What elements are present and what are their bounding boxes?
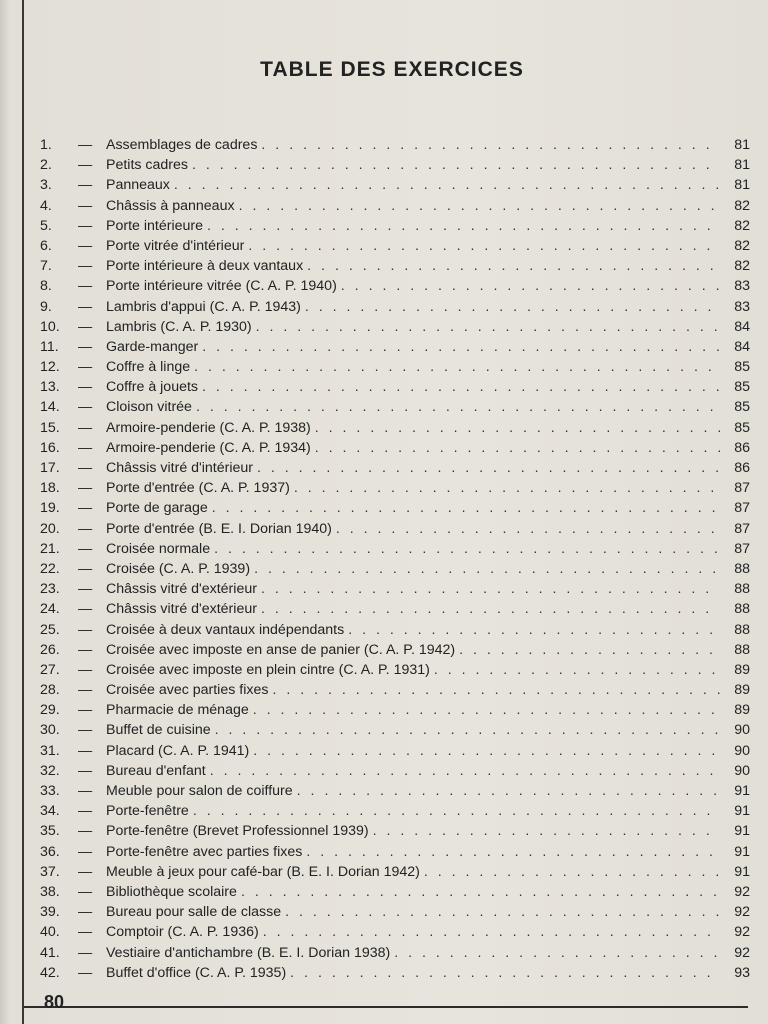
entry-number: 37. (40, 863, 60, 880)
entry-page-number: 84 (734, 338, 750, 355)
dot-leader (336, 519, 720, 539)
entry-dash: — (78, 419, 93, 436)
entry-page-number: 90 (734, 742, 750, 759)
entry-title: Armoire-penderie (C. A. P. 1934) (106, 439, 311, 456)
toc-entry (40, 579, 750, 599)
toc-entry (40, 377, 750, 397)
dot-leader (285, 902, 720, 922)
entry-dash: — (78, 197, 93, 214)
entry-dash: — (78, 682, 93, 699)
entry-title: Porte-fenêtre (Brevet Professionnel 1939) (106, 823, 369, 840)
entry-page-number: 90 (734, 762, 750, 779)
dot-leader (307, 256, 720, 276)
toc-entry (40, 680, 750, 700)
entry-title: Croisée (C. A. P. 1939) (106, 560, 251, 577)
toc-entry (40, 842, 750, 862)
entry-dash: — (78, 581, 93, 598)
entry-title: Châssis vitré d'extérieur (106, 581, 257, 598)
entry-dash: — (78, 742, 93, 759)
entry-dash: — (78, 338, 93, 355)
dot-leader (248, 236, 720, 256)
entry-dash: — (78, 258, 93, 275)
dot-leader (193, 801, 720, 821)
dot-leader (261, 579, 720, 599)
toc-entry (40, 519, 750, 539)
toc-entry (40, 155, 750, 175)
toc-entry (40, 276, 750, 296)
entry-page-number: 90 (734, 722, 750, 739)
toc-entry (40, 297, 750, 317)
entry-number: 7. (40, 258, 52, 275)
toc-entry (40, 761, 750, 781)
entry-number: 10. (40, 318, 60, 335)
entry-dash: — (78, 237, 93, 254)
entry-number: 33. (40, 783, 60, 799)
dot-leader (315, 418, 720, 438)
entry-dash: — (78, 480, 93, 497)
entry-number: 16. (40, 439, 60, 456)
dot-leader (373, 821, 720, 841)
entry-number: 31. (40, 742, 60, 759)
entry-title: Pharmacie de ménage (106, 702, 249, 719)
entry-dash: — (78, 379, 93, 396)
entry-number: 6. (40, 237, 52, 254)
entry-number: 26. (40, 641, 60, 658)
dot-leader (424, 862, 720, 882)
toc-entry (40, 256, 750, 276)
entry-number: 3. (40, 177, 52, 194)
entry-number: 25. (40, 621, 60, 638)
toc-entry (40, 196, 750, 216)
entry-page-number: 83 (734, 278, 750, 295)
entry-title: Coffre à linge (106, 359, 191, 376)
entry-page-number: 85 (734, 379, 750, 396)
toc-entry (40, 700, 750, 720)
entry-title: Bureau pour salle de classe (106, 904, 282, 921)
entry-title: Bureau d'enfant (106, 762, 206, 779)
entry-title: Lambris (C. A. P. 1930) (106, 318, 252, 335)
entry-page-number: 92 (734, 904, 750, 921)
dot-leader (194, 357, 720, 377)
entry-page-number: 83 (734, 298, 750, 315)
toc-entry (40, 620, 750, 640)
entry-page-number: 86 (734, 460, 750, 476)
entry-number: 27. (40, 661, 60, 678)
dot-leader (212, 498, 720, 518)
entry-page-number: 91 (734, 823, 750, 840)
entry-dash: — (78, 439, 93, 456)
entry-number: 29. (40, 702, 60, 719)
entry-title: Lambris d'appui (C. A. P. 1943) (106, 298, 301, 315)
entry-dash: — (78, 298, 93, 315)
page-border-bottom (24, 1006, 748, 1008)
dot-leader (196, 397, 720, 417)
entry-title: Panneaux (106, 177, 170, 194)
entry-number: 20. (40, 520, 60, 537)
entry-page-number: 92 (734, 924, 750, 941)
dot-leader (192, 155, 720, 175)
entry-number: 34. (40, 803, 60, 820)
entry-page-number: 88 (734, 581, 750, 598)
entry-page-number: 91 (734, 843, 750, 860)
toc-entry (40, 741, 750, 761)
dot-leader (315, 438, 720, 458)
entry-number: 41. (40, 944, 60, 961)
entry-dash: — (78, 520, 93, 537)
dot-leader (305, 297, 720, 317)
entry-dash: — (78, 904, 93, 921)
dot-leader (202, 377, 720, 397)
entry-dash: — (78, 500, 93, 517)
entry-dash: — (78, 157, 93, 174)
dot-leader (253, 741, 720, 761)
entry-page-number: 92 (734, 883, 750, 900)
entry-title: Porte-fenêtre (106, 803, 189, 820)
entry-number: 32. (40, 762, 60, 779)
dot-leader (297, 781, 720, 801)
entry-title: Buffet d'office (C. A. P. 1935) (106, 964, 287, 981)
entry-dash: — (78, 762, 93, 779)
toc-entry (40, 963, 750, 983)
entry-page-number: 87 (734, 500, 750, 517)
entry-page-number: 88 (734, 641, 750, 658)
entry-dash: — (78, 641, 93, 658)
entry-page-number: 91 (734, 803, 750, 820)
entry-number: 13. (40, 379, 60, 396)
entry-dash: — (78, 399, 93, 416)
table-of-exercises (40, 135, 750, 983)
toc-entry (40, 599, 750, 619)
entry-dash: — (78, 722, 93, 739)
entry-page-number: 89 (734, 702, 750, 719)
toc-entry (40, 902, 750, 922)
dot-leader (341, 276, 720, 296)
entry-number: 24. (40, 601, 60, 618)
entry-number: 4. (40, 197, 52, 214)
toc-entry (40, 418, 750, 438)
toc-entry (40, 175, 750, 195)
entry-dash: — (78, 863, 93, 880)
entry-dash: — (78, 883, 93, 900)
entry-dash: — (78, 137, 93, 153)
entry-title: Armoire-penderie (C. A. P. 1938) (106, 419, 311, 436)
entry-dash: — (78, 964, 93, 981)
toc-entry (40, 640, 750, 660)
toc-entry (40, 458, 750, 478)
entry-number: 2. (40, 157, 52, 174)
entry-number: 14. (40, 399, 60, 416)
entry-page-number: 82 (734, 258, 750, 275)
page-title: TABLE DES EXERCICES (260, 58, 524, 81)
entry-title: Croisée à deux vantaux indépendants (106, 621, 345, 638)
toc-entry (40, 397, 750, 417)
entry-title: Porte intérieure vitrée (C. A. P. 1940) (106, 278, 337, 295)
entry-number: 18. (40, 480, 60, 497)
toc-entry (40, 357, 750, 377)
entry-dash: — (78, 924, 93, 941)
toc-entry (40, 337, 750, 357)
entry-title: Garde-manger (106, 338, 199, 355)
entry-page-number: 87 (734, 540, 750, 557)
dot-leader (290, 963, 720, 983)
entry-title: Porte intérieure (106, 217, 203, 234)
dot-leader (241, 882, 720, 902)
toc-entry (40, 317, 750, 337)
entry-dash: — (78, 803, 93, 820)
dot-leader (263, 922, 720, 942)
entry-number: 22. (40, 560, 60, 577)
entry-page-number: 81 (734, 137, 750, 153)
entry-page-number: 82 (734, 237, 750, 254)
dot-leader (256, 317, 720, 337)
page-number: 80 (44, 992, 65, 1012)
entry-number: 9. (40, 298, 52, 315)
toc-entry (40, 539, 750, 559)
toc-entry (40, 801, 750, 821)
dot-leader (202, 337, 720, 357)
entry-title: Croisée avec imposte en anse de panier (C. A. P. 1942) (106, 641, 456, 658)
entry-title: Croisée normale (106, 540, 211, 557)
entry-dash: — (78, 278, 93, 295)
entry-dash: — (78, 783, 93, 799)
entry-dash: — (78, 560, 93, 577)
dot-leader (434, 660, 720, 680)
entry-dash: — (78, 621, 93, 638)
entry-number: 11. (40, 338, 59, 355)
dot-leader (210, 761, 720, 781)
page-border-left (22, 0, 24, 1024)
entry-number: 21. (40, 540, 60, 557)
entry-title: Vestiaire d'antichambre (B. E. I. Dorian 1938) (106, 944, 391, 961)
entry-title: Châssis vitré d'intérieur (106, 460, 254, 476)
entry-page-number: 87 (734, 480, 750, 497)
entry-dash: — (78, 217, 93, 234)
entry-title: Porte vitrée d'intérieur (106, 237, 245, 254)
entry-title: Porte de garage (106, 500, 208, 517)
entry-page-number: 85 (734, 419, 750, 436)
entry-number: 12. (40, 359, 60, 376)
entry-title: Porte intérieure à deux vantaux (106, 258, 304, 275)
entry-title: Croisée avec parties fixes (106, 682, 269, 699)
entry-dash: — (78, 540, 93, 557)
entry-title: Meuble pour salon de coiffure (106, 783, 293, 799)
toc-entry (40, 922, 750, 942)
entry-page-number: 84 (734, 318, 750, 335)
entry-dash: — (78, 944, 93, 961)
entry-title: Placard (C. A. P. 1941) (106, 742, 250, 759)
entry-page-number: 81 (734, 177, 750, 194)
entry-title: Comptoir (C. A. P. 1936) (106, 924, 259, 941)
entry-dash: — (78, 823, 93, 840)
dot-leader (207, 216, 720, 236)
toc-entry (40, 478, 750, 498)
entry-page-number: 89 (734, 661, 750, 678)
entry-page-number: 88 (734, 601, 750, 618)
entry-page-number: 82 (734, 217, 750, 234)
entry-number: 15. (40, 419, 60, 436)
dot-leader (272, 680, 720, 700)
dot-leader (215, 720, 720, 740)
entry-title: Bibliothèque scolaire (106, 883, 237, 900)
entry-page-number: 93 (734, 964, 750, 981)
entry-title: Croisée avec imposte en plein cintre (C. A. P. 1931) (106, 661, 430, 678)
dot-leader (254, 559, 720, 579)
entry-number: 35. (40, 823, 60, 840)
dot-leader (348, 620, 720, 640)
dot-leader (261, 599, 720, 619)
entry-page-number: 88 (734, 560, 750, 577)
entry-title: Porte d'entrée (C. A. P. 1937) (106, 480, 290, 497)
entry-title: Porte d'entrée (B. E. I. Dorian 1940) (106, 520, 332, 537)
entry-page-number: 87 (734, 520, 750, 537)
toc-entry (40, 216, 750, 236)
dot-leader (294, 478, 720, 498)
entry-title: Buffet de cuisine (106, 722, 211, 739)
entry-number: 5. (40, 217, 52, 234)
entry-page-number: 92 (734, 944, 750, 961)
entry-page-number: 86 (734, 439, 750, 456)
entry-title: Assemblages de cadres (106, 137, 258, 153)
entry-page-number: 89 (734, 682, 750, 699)
toc-entry (40, 943, 750, 963)
entry-number: 40. (40, 924, 60, 941)
entry-dash: — (78, 359, 93, 376)
dot-leader (306, 842, 720, 862)
toc-entry (40, 862, 750, 882)
toc-entry (40, 660, 750, 680)
entry-number: 42. (40, 964, 60, 981)
dot-leader (257, 458, 720, 478)
entry-number: 28. (40, 682, 60, 699)
entry-number: 38. (40, 883, 60, 900)
dot-leader (459, 640, 720, 660)
toc-entry (40, 559, 750, 579)
entry-number: 30. (40, 722, 60, 739)
toc-entry (40, 781, 750, 801)
entry-dash: — (78, 177, 93, 194)
toc-entry (40, 498, 750, 518)
dot-leader (394, 943, 720, 963)
entry-dash: — (78, 702, 93, 719)
toc-entry (40, 882, 750, 902)
entry-title: Porte-fenêtre avec parties fixes (106, 843, 303, 860)
entry-title: Petits cadres (106, 157, 189, 174)
entry-number: 36. (40, 843, 60, 860)
dot-leader (239, 196, 720, 216)
entry-number: 19. (40, 500, 60, 517)
entry-page-number: 85 (734, 399, 750, 416)
dot-leader (261, 135, 720, 155)
toc-entry (40, 720, 750, 740)
entry-number: 23. (40, 581, 60, 598)
entry-dash: — (78, 601, 93, 618)
entry-page-number: 85 (734, 359, 750, 376)
toc-entry (40, 135, 750, 155)
entry-page-number: 91 (734, 863, 750, 880)
entry-page-number: 82 (734, 197, 750, 214)
entry-dash: — (78, 843, 93, 860)
entry-page-number: 81 (734, 157, 750, 174)
entry-page-number: 88 (734, 621, 750, 638)
entry-dash: — (78, 661, 93, 678)
dot-leader (174, 175, 720, 195)
entry-dash: — (78, 318, 93, 335)
dot-leader (214, 539, 720, 559)
entry-number: 8. (40, 278, 52, 295)
dot-leader (253, 700, 720, 720)
entry-title: Cloison vitrée (106, 399, 192, 416)
entry-page-number: 91 (734, 783, 750, 799)
entry-number: 17. (40, 460, 60, 476)
entry-title: Châssis à panneaux (106, 197, 235, 214)
entry-title: Coffre à jouets (106, 379, 199, 396)
toc-entry (40, 236, 750, 256)
entry-dash: — (78, 460, 93, 476)
entry-title: Châssis vitré d'extérieur (106, 601, 257, 618)
entry-number: 39. (40, 904, 60, 921)
entry-number: 1. (40, 137, 52, 153)
toc-entry (40, 438, 750, 458)
entry-title: Meuble à jeux pour café-bar (B. E. I. Dorian 1942) (106, 863, 420, 880)
toc-entry (40, 821, 750, 841)
